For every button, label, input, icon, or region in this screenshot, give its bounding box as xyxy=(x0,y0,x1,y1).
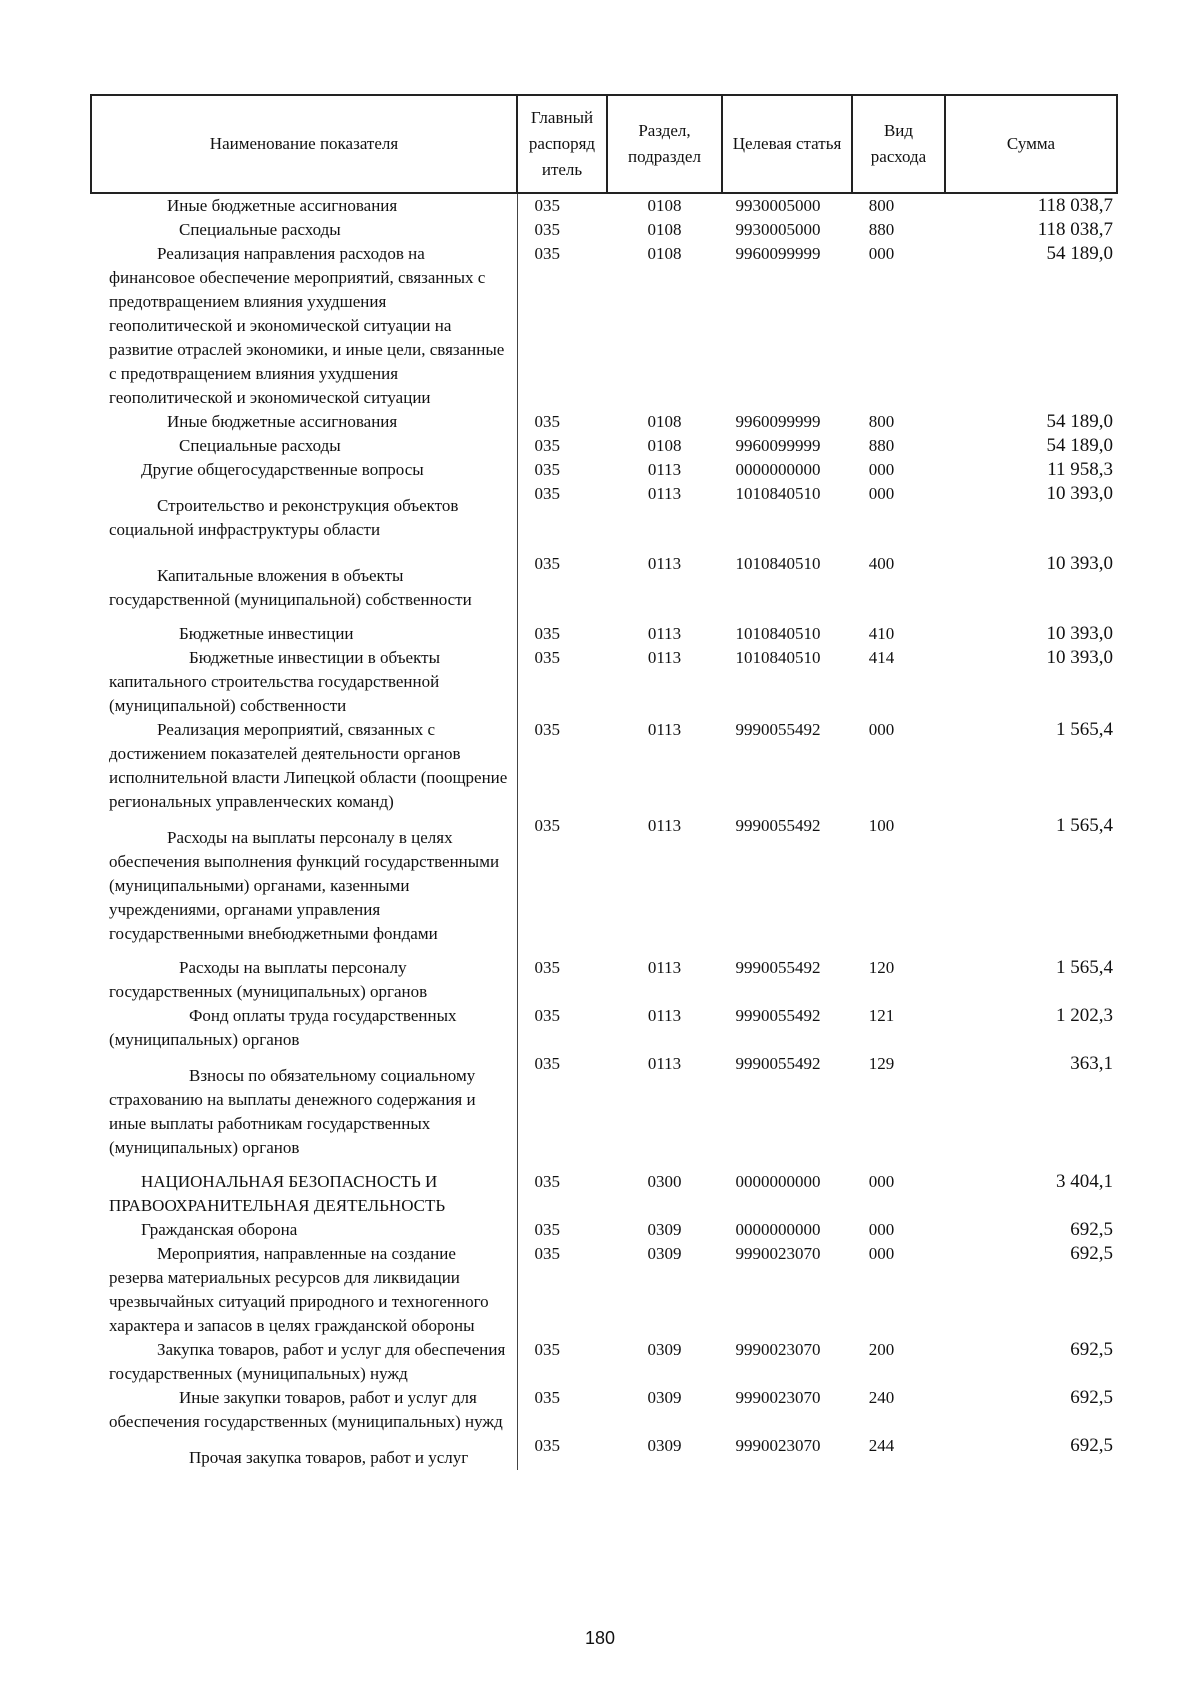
row-sum: 11 958,3 xyxy=(1047,459,1113,480)
row-vr: 244 xyxy=(868,1436,895,1455)
row-name: Фонд оплаты труда государственных (муниципальных) органов xyxy=(91,1004,517,1052)
row-sum: 1 202,3 xyxy=(1056,1005,1113,1026)
row-gl: 035 xyxy=(534,196,560,215)
row-sum: 692,5 xyxy=(1070,1387,1113,1408)
header-rz: Раздел, подраздел xyxy=(607,95,722,193)
row-sum: 54 189,0 xyxy=(1046,411,1113,432)
row-cs: 9960099999 xyxy=(735,436,821,455)
table-row xyxy=(91,1338,1117,1386)
row-sum: 692,5 xyxy=(1070,1243,1113,1264)
row-cs: 9930005000 xyxy=(735,220,821,239)
row-name: Бюджетные инвестиции xyxy=(91,622,517,646)
row-rz: 0113 xyxy=(647,460,682,479)
row-sum: 10 393,0 xyxy=(1046,553,1113,574)
row-gl: 035 xyxy=(534,484,560,503)
row-cs: 1010840510 xyxy=(735,554,821,573)
row-name: Другие общегосударственные вопросы xyxy=(91,458,517,482)
row-cs: 9990055492 xyxy=(735,1006,821,1025)
row-name: Мероприятия, направленные на создание резерва материальных ресурсов для ликвидации чрезвычайных ситуаций природного и техногенного характера и запасов в целях гражданской обороны xyxy=(91,1242,517,1338)
row-vr: 120 xyxy=(868,958,895,977)
row-cs: 9990023070 xyxy=(735,1388,821,1407)
table-row xyxy=(91,218,1117,242)
row-rz: 0113 xyxy=(647,554,682,573)
table-row xyxy=(91,1434,1117,1470)
row-sum: 692,5 xyxy=(1070,1219,1113,1240)
row-rz: 0108 xyxy=(647,412,682,431)
row-gl: 035 xyxy=(534,436,560,455)
table-row xyxy=(91,193,1117,218)
row-sum: 1 565,4 xyxy=(1056,957,1113,978)
row-cs: 9990055492 xyxy=(735,1054,821,1073)
row-gl: 035 xyxy=(534,460,560,479)
row-sum: 3 404,1 xyxy=(1056,1171,1113,1192)
table-body xyxy=(91,193,1117,1470)
row-vr: 000 xyxy=(868,460,895,479)
row-vr: 880 xyxy=(868,436,895,455)
row-name: Реализация мероприятий, связанных с достижением показателей деятельности органов исполнительной власти Липецкой области (поощрение региональных управленческих команд) xyxy=(91,718,517,814)
header-gl: Главный распоряд итель xyxy=(517,95,607,193)
table-row xyxy=(91,434,1117,458)
row-rz: 0108 xyxy=(647,220,682,239)
row-gl: 035 xyxy=(534,412,560,431)
header-vr: Вид расхода xyxy=(852,95,945,193)
budget-table xyxy=(90,94,1118,1470)
row-sum: 10 393,0 xyxy=(1046,647,1113,668)
row-name: Специальные расходы xyxy=(91,218,517,242)
table-row xyxy=(91,242,1117,410)
row-vr: 880 xyxy=(868,220,895,239)
row-cs: 9930005000 xyxy=(735,196,821,215)
row-rz: 0113 xyxy=(647,958,682,977)
table-row xyxy=(91,552,1117,622)
table-row xyxy=(91,1242,1117,1338)
row-sum: 54 189,0 xyxy=(1046,243,1113,264)
row-sum: 692,5 xyxy=(1070,1339,1113,1360)
row-vr: 240 xyxy=(868,1388,895,1407)
row-cs: 9990055492 xyxy=(735,816,821,835)
row-name: Специальные расходы xyxy=(91,434,517,458)
row-gl: 035 xyxy=(534,220,560,239)
table-row xyxy=(91,646,1117,718)
table-header xyxy=(91,95,1117,193)
row-name: Прочая закупка товаров, работ и услуг xyxy=(91,1434,517,1470)
row-gl: 035 xyxy=(534,244,560,263)
row-cs: 1010840510 xyxy=(735,648,821,667)
row-name: Взносы по обязательному социальному страхованию на выплаты денежного содержания и иные выплаты работникам государственных (муниципальных) органов xyxy=(91,1052,517,1170)
row-vr: 129 xyxy=(868,1054,895,1073)
table-row xyxy=(91,1386,1117,1434)
row-vr: 200 xyxy=(868,1340,895,1359)
row-gl: 035 xyxy=(534,1244,560,1263)
row-name: Закупка товаров, работ и услуг для обеспечения государственных (муниципальных) нужд xyxy=(91,1338,517,1386)
row-gl: 035 xyxy=(534,1006,560,1025)
table-row xyxy=(91,1218,1117,1242)
row-rz: 0309 xyxy=(647,1436,682,1455)
row-name: Капитальные вложения в объекты государственной (муниципальной) собственности xyxy=(91,552,517,622)
row-gl: 035 xyxy=(534,1172,560,1191)
table-row xyxy=(91,814,1117,956)
row-rz: 0113 xyxy=(647,1006,682,1025)
row-rz: 0108 xyxy=(647,196,682,215)
row-name: Иные бюджетные ассигнования xyxy=(91,410,517,434)
row-sum: 118 038,7 xyxy=(1037,195,1113,216)
row-name: Строительство и реконструкция объектов социальной инфраструктуры области xyxy=(91,482,517,552)
row-name: НАЦИОНАЛЬНАЯ БЕЗОПАСНОСТЬ И ПРАВООХРАНИТЕЛЬНАЯ ДЕЯТЕЛЬНОСТЬ xyxy=(91,1170,517,1218)
row-vr: 000 xyxy=(868,1220,895,1239)
row-vr: 414 xyxy=(868,648,895,667)
row-gl: 035 xyxy=(534,1388,560,1407)
table-row xyxy=(91,718,1117,814)
table-row xyxy=(91,410,1117,434)
row-gl: 035 xyxy=(534,1340,560,1359)
row-vr: 121 xyxy=(868,1006,895,1025)
row-vr: 100 xyxy=(868,816,895,835)
row-sum: 1 565,4 xyxy=(1056,815,1113,836)
row-gl: 035 xyxy=(534,958,560,977)
table-row xyxy=(91,1052,1117,1170)
table-row xyxy=(91,1170,1117,1218)
row-rz: 0113 xyxy=(647,648,682,667)
row-gl: 035 xyxy=(534,720,560,739)
row-rz: 0309 xyxy=(647,1244,682,1263)
row-cs: 9990055492 xyxy=(735,958,821,977)
header-cs: Целевая статья xyxy=(722,95,852,193)
row-vr: 400 xyxy=(868,554,895,573)
row-sum: 363,1 xyxy=(1070,1053,1113,1074)
table-row xyxy=(91,458,1117,482)
table-row xyxy=(91,482,1117,552)
row-vr: 800 xyxy=(868,412,895,431)
row-rz: 0300 xyxy=(647,1172,682,1191)
row-name: Расходы на выплаты персоналу государственных (муниципальных) органов xyxy=(91,956,517,1004)
row-vr: 000 xyxy=(868,484,895,503)
row-name: Гражданская оборона xyxy=(91,1218,517,1242)
row-vr: 000 xyxy=(868,244,895,263)
row-sum: 10 393,0 xyxy=(1046,623,1113,644)
row-gl: 035 xyxy=(534,1436,560,1455)
row-rz: 0113 xyxy=(647,484,682,503)
table-row xyxy=(91,956,1117,1004)
row-cs: 9990023070 xyxy=(735,1436,821,1455)
row-vr: 000 xyxy=(868,1172,895,1191)
header-sum: Сумма xyxy=(945,95,1117,193)
row-gl: 035 xyxy=(534,1220,560,1239)
row-rz: 0309 xyxy=(647,1388,682,1407)
row-cs: 9960099999 xyxy=(735,412,821,431)
row-name: Реализация направления расходов на финансовое обеспечение мероприятий, связанных с предотвращением влияния ухудшения геополитической и экономической ситуации на развитие отраслей экономики, и иные цели, связанные с предотвращением влияния ухудшения геополитической и экономической ситуации xyxy=(91,242,517,410)
row-rz: 0108 xyxy=(647,244,682,263)
row-gl: 035 xyxy=(534,648,560,667)
row-gl: 035 xyxy=(534,554,560,573)
row-name: Расходы на выплаты персоналу в целях обеспечения выполнения функций государственными (муниципальными) органами, казенными учреждениями, органами управления государственными внебюджетными фондами xyxy=(91,814,517,956)
row-rz: 0309 xyxy=(647,1340,682,1359)
row-cs: 1010840510 xyxy=(735,624,821,643)
row-rz: 0113 xyxy=(647,624,682,643)
row-rz: 0113 xyxy=(647,720,682,739)
row-cs: 9960099999 xyxy=(735,244,821,263)
row-gl: 035 xyxy=(534,816,560,835)
row-sum: 1 565,4 xyxy=(1056,719,1113,740)
row-vr: 410 xyxy=(868,624,895,643)
row-cs: 9990023070 xyxy=(735,1340,821,1359)
row-vr: 000 xyxy=(868,1244,895,1263)
row-rz: 0108 xyxy=(647,436,682,455)
row-cs: 0000000000 xyxy=(735,460,821,479)
row-cs: 0000000000 xyxy=(735,1172,821,1191)
row-rz: 0113 xyxy=(647,1054,682,1073)
row-gl: 035 xyxy=(534,1054,560,1073)
page-number: 180 xyxy=(584,1628,616,1648)
row-vr: 800 xyxy=(868,196,895,215)
table-row xyxy=(91,1004,1117,1052)
row-cs: 9990055492 xyxy=(735,720,821,739)
row-rz: 0309 xyxy=(647,1220,682,1239)
row-rz: 0113 xyxy=(647,816,682,835)
row-name: Иные бюджетные ассигнования xyxy=(91,193,517,218)
row-sum: 692,5 xyxy=(1070,1435,1113,1456)
row-cs: 1010840510 xyxy=(735,484,821,503)
row-sum: 10 393,0 xyxy=(1046,483,1113,504)
row-sum: 118 038,7 xyxy=(1037,219,1113,240)
row-cs: 9990023070 xyxy=(735,1244,821,1263)
row-vr: 000 xyxy=(868,720,895,739)
row-name: Иные закупки товаров, работ и услуг для обеспечения государственных (муниципальных) нужд xyxy=(91,1386,517,1434)
row-sum: 54 189,0 xyxy=(1046,435,1113,456)
header-name: Наименование показателя xyxy=(91,95,517,193)
row-name: Бюджетные инвестиции в объекты капитального строительства государственной (муниципальной) собственности xyxy=(91,646,517,718)
row-cs: 0000000000 xyxy=(735,1220,821,1239)
row-gl: 035 xyxy=(534,624,560,643)
table-row xyxy=(91,622,1117,646)
